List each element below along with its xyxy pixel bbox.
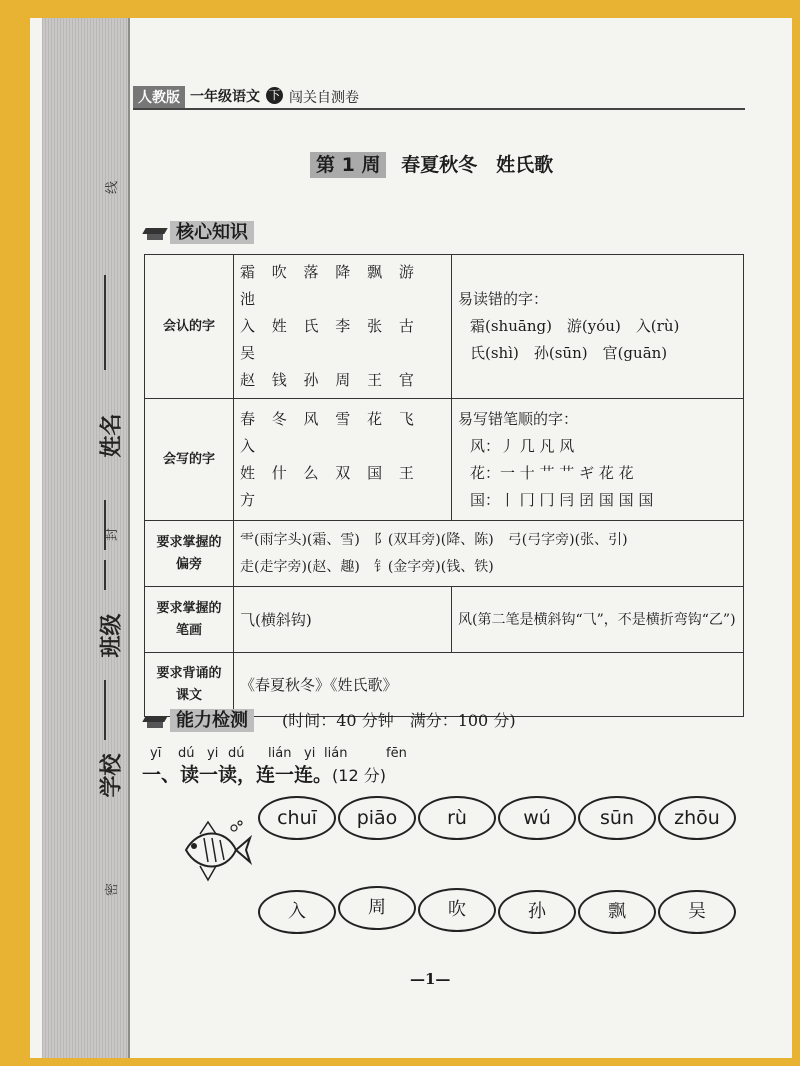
pinyin-annotation: lián xyxy=(268,746,292,761)
core-knowledge-heading xyxy=(142,218,254,244)
character-option[interactable]: 孙 xyxy=(498,890,576,934)
graduation-cap-icon xyxy=(142,712,168,730)
character-option[interactable]: 吴 xyxy=(658,890,736,934)
char-line: 入 姓 氏 李 张 古 吴 xyxy=(240,317,420,362)
stroke-note-cell: 风(第二笔是横斜钩“⺄”，不是横折弯钩“乙”) xyxy=(452,587,744,653)
pinyin-option[interactable]: chuī xyxy=(258,796,336,840)
table-row xyxy=(145,521,744,587)
pinyin-annotation: yī xyxy=(150,746,162,761)
table-row xyxy=(145,399,744,521)
stroke-line: 国：丨 冂 冂 冃 囝 国 国 国 xyxy=(470,490,654,509)
write-chars-cell xyxy=(234,399,452,521)
pinyin-annotation: yi xyxy=(304,746,316,761)
table-row xyxy=(145,587,744,653)
table-row xyxy=(145,255,744,399)
margin-mark-mid: 封 xyxy=(105,527,121,542)
stroke-cell: ⺄(横斜钩) xyxy=(234,587,452,653)
char-line: 春 冬 风 雪 花 飞 入 xyxy=(240,409,420,455)
school-label: 学校 xyxy=(99,753,125,798)
class-blank-line-top xyxy=(104,500,106,550)
radical-line: ⻗(雨字头)(霜、雪) 阝(双耳旁)(降、陈) 弓(弓字旁)(张、引) xyxy=(240,531,628,548)
question-score: (12 分) xyxy=(332,766,386,785)
question-text: 一、读一读，连一连。 xyxy=(142,764,333,786)
graduation-cap-icon xyxy=(142,224,168,242)
row-head: 要求掌握的偏旁 xyxy=(145,521,234,587)
recognize-chars-cell xyxy=(234,255,452,399)
row-head: 会写的字 xyxy=(145,399,234,521)
radical-line: 走(走字旁)(赵、趣) 钅(金字旁)(钱、铁) xyxy=(240,558,494,575)
name-label: 姓名 xyxy=(99,413,125,458)
row-head: 要求掌握的笔画 xyxy=(145,587,234,653)
stroke-line: 风：丿 几 凡 风 xyxy=(470,436,575,455)
row-head: 要求背诵的课文 xyxy=(145,653,234,717)
page-number: —1— xyxy=(410,970,451,988)
char-line: 姓 什 么 双 国 王 方 xyxy=(240,463,420,509)
cell-subtitle: 易写错笔顺的字： xyxy=(458,409,579,428)
edition-badge: 人教版 xyxy=(133,86,185,108)
ability-test-label: 能力检测 xyxy=(170,709,254,732)
char-line: 赵 钱 孙 周 王 官 xyxy=(240,371,420,389)
stroke-order-cell xyxy=(452,399,744,521)
ability-test-heading xyxy=(142,706,254,732)
series-name: 闯关自测卷 xyxy=(289,90,359,106)
row-head: 会认的字 xyxy=(145,255,234,399)
cell-subtitle: 易读错的字： xyxy=(458,290,549,308)
character-option[interactable]: 吹 xyxy=(418,888,496,932)
character-option[interactable]: 入 xyxy=(258,890,336,934)
char-line: 霜 吹 落 降 飘 游 池 xyxy=(240,263,420,308)
class-blank-line xyxy=(104,560,106,590)
stroke-line: 花：一 十 艹 艹 ギ 花 花 xyxy=(470,463,634,482)
knowledge-table xyxy=(144,254,744,717)
page-title xyxy=(310,150,553,177)
pinyin-option[interactable]: sūn xyxy=(578,796,656,840)
pinyin-option[interactable]: wú xyxy=(498,796,576,840)
grade-subject: 一年级语文 xyxy=(190,89,260,105)
fish-icon xyxy=(178,820,253,890)
character-option[interactable]: 周 xyxy=(338,886,416,930)
pinyin-annotation: yi xyxy=(207,746,219,761)
pinyin-option[interactable]: rù xyxy=(418,796,496,840)
recite-cell: 《春夏秋冬》《姓氏歌》 xyxy=(234,653,744,717)
pinyin-line: 霜(shuāng) 游(yóu) 入(rù) xyxy=(470,317,680,335)
school-blank-line xyxy=(104,680,106,740)
pinyin-option[interactable]: zhōu xyxy=(658,796,736,840)
class-label: 班级 xyxy=(99,613,125,658)
week-label: 第 1 周 xyxy=(310,152,386,178)
radicals-cell xyxy=(234,521,744,587)
pinyin-annotation: dú xyxy=(178,746,195,761)
lesson-titles: 春夏秋冬 姓氏歌 xyxy=(401,154,554,176)
margin-edge-line xyxy=(128,18,130,1058)
page-header xyxy=(133,86,745,108)
pinyin-annotation: dú xyxy=(228,746,245,761)
core-knowledge-label: 核心知识 xyxy=(170,221,254,244)
pinyin-annotation: fēn xyxy=(386,746,407,761)
pinyin-option[interactable]: piāo xyxy=(338,796,416,840)
question-1 xyxy=(142,760,386,787)
character-option[interactable]: 飘 xyxy=(578,890,656,934)
margin-mark-bottom: 密 xyxy=(105,882,121,897)
misread-chars-cell xyxy=(452,255,744,399)
header-rule xyxy=(133,108,745,110)
pinyin-line: 氏(shì) 孙(sūn) 官(guān) xyxy=(470,344,668,362)
pinyin-annotation: lián xyxy=(324,746,348,761)
volume-badge: 下 xyxy=(266,87,283,104)
test-info: (时间：40 分钟 满分：100 分) xyxy=(282,711,516,730)
margin-mark-top: 线 xyxy=(105,180,121,195)
name-blank-line xyxy=(104,275,106,370)
